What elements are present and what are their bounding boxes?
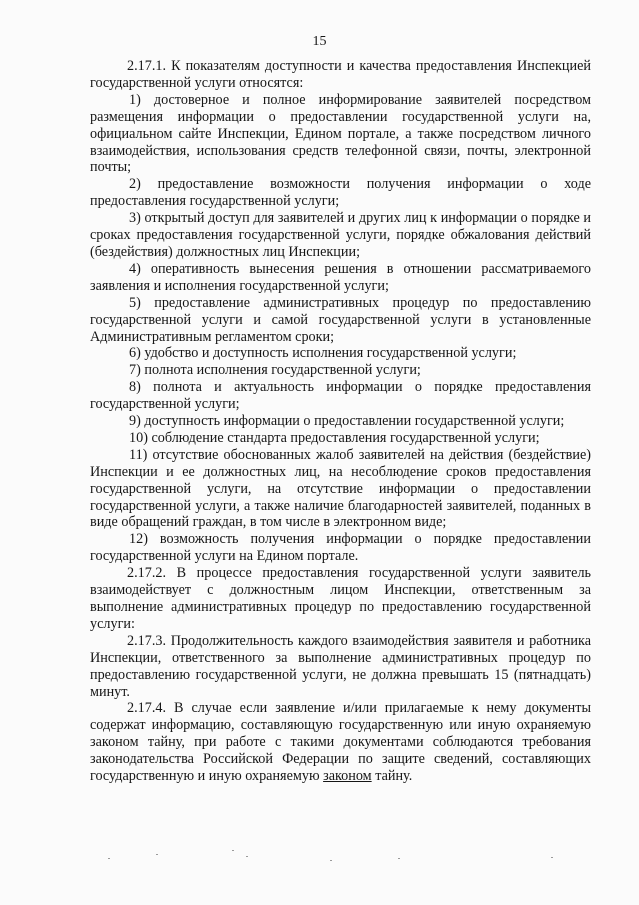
law-underlined-word: законом bbox=[323, 768, 372, 785]
list-item-4: 4) оперативность вынесения решения в отношении рассматриваемого заявления и исполнения государственной услуги; bbox=[90, 260, 591, 294]
paragraph-2-17-1: 2.17.1. К показателям доступности и качества предоставления Инспекцией государственной услуги относятся: bbox=[90, 58, 591, 91]
list-item-3: 3) открытый доступ для заявителей и других лиц к информации о порядке и сроках предоставления государственной услуги, порядке обжалования действий (бездействия) должностных лиц Инспекции; bbox=[90, 210, 591, 260]
scan-speck bbox=[246, 856, 248, 857]
list-item-7: 7) полнота исполнения государственной услуги; bbox=[129, 362, 421, 379]
paragraph-2-17-2: 2.17.2. В процессе предоставления государственной услуги заявитель взаимодействует с должностным лицом Инспекции, ответственным за выполнение административных процедур по предоставлению государственной услуги: bbox=[90, 565, 591, 632]
list-item-10: 10) соблюдение стандарта предоставления государственной услуги; bbox=[129, 429, 540, 446]
list-item-1: 1) достоверное и полное информирование заявителей посредством размещения информации о предоставлении государственной услуги на, официальном сайте Инспекции, Едином портале, а также посредством личного взаимодействия, использования средств телефонной связи, почты, электронной почты; bbox=[90, 91, 591, 176]
list-item-12: 12) возможность получения информации о порядке предоставлении государственной услуги на Едином портале. bbox=[90, 531, 591, 565]
scan-speck bbox=[156, 854, 158, 855]
paragraph-2-17-4-text: 2.17.4. В случае если заявление и/или прилагаемые к нему документы содержат информацию, составляющую государственную или иную охраняемую законом тайну, при работе с такими документами соблюдаются требования законодательства Российской Федерации по защите сведений, составляющих государственную и иную охраняемую bbox=[90, 700, 591, 785]
scan-speck bbox=[551, 857, 553, 858]
scan-noise bbox=[0, 840, 639, 870]
scan-speck bbox=[330, 860, 332, 861]
scan-speck bbox=[108, 858, 110, 859]
scan-speck bbox=[398, 858, 400, 859]
list-item-6: 6) удобство и доступность исполнения государственной услуги; bbox=[129, 345, 517, 362]
scan-speck bbox=[232, 850, 234, 851]
list-item-9: 9) доступность информации о предоставлении государственной услуги; bbox=[129, 413, 565, 430]
page-number: 15 bbox=[312, 34, 327, 49]
list-item-8: 8) полнота и актуальность информации о порядке предоставления государственной услуги; bbox=[90, 379, 591, 413]
list-item-2: 2) предоставление возможности получения информации о ходе предоставления государственной услуги; bbox=[90, 176, 591, 210]
paragraph-2-17-3: 2.17.3. Продолжительность каждого взаимодействия заявителя и работника Инспекции, ответственного за выполнение административных процедур по предоставлению государственной услуги, не должна превышать 15 (пятнадцать) минут. bbox=[90, 632, 591, 700]
paragraph-2-17-4-ending: тайну. bbox=[371, 768, 413, 785]
paragraph-2-17-4 bbox=[90, 700, 591, 785]
document-body bbox=[90, 58, 591, 785]
list-item-5: 5) предоставление административных процедур по предоставлению государственной услуги и самой государственной услуги в установленные Административным регламентом сроки; bbox=[90, 294, 591, 345]
list-item-11: 11) отсутствие обоснованных жалоб заявителей на действия (бездействие) Инспекции и ее должностных лиц, на несоблюдение сроков предоставления государственной услуги, на отсутствие информации о предоставлении государственной услуги, а также наличие благодарностей заявителей, поданных в виде обращений граждан, в том числе в электронном виде; bbox=[90, 446, 591, 531]
